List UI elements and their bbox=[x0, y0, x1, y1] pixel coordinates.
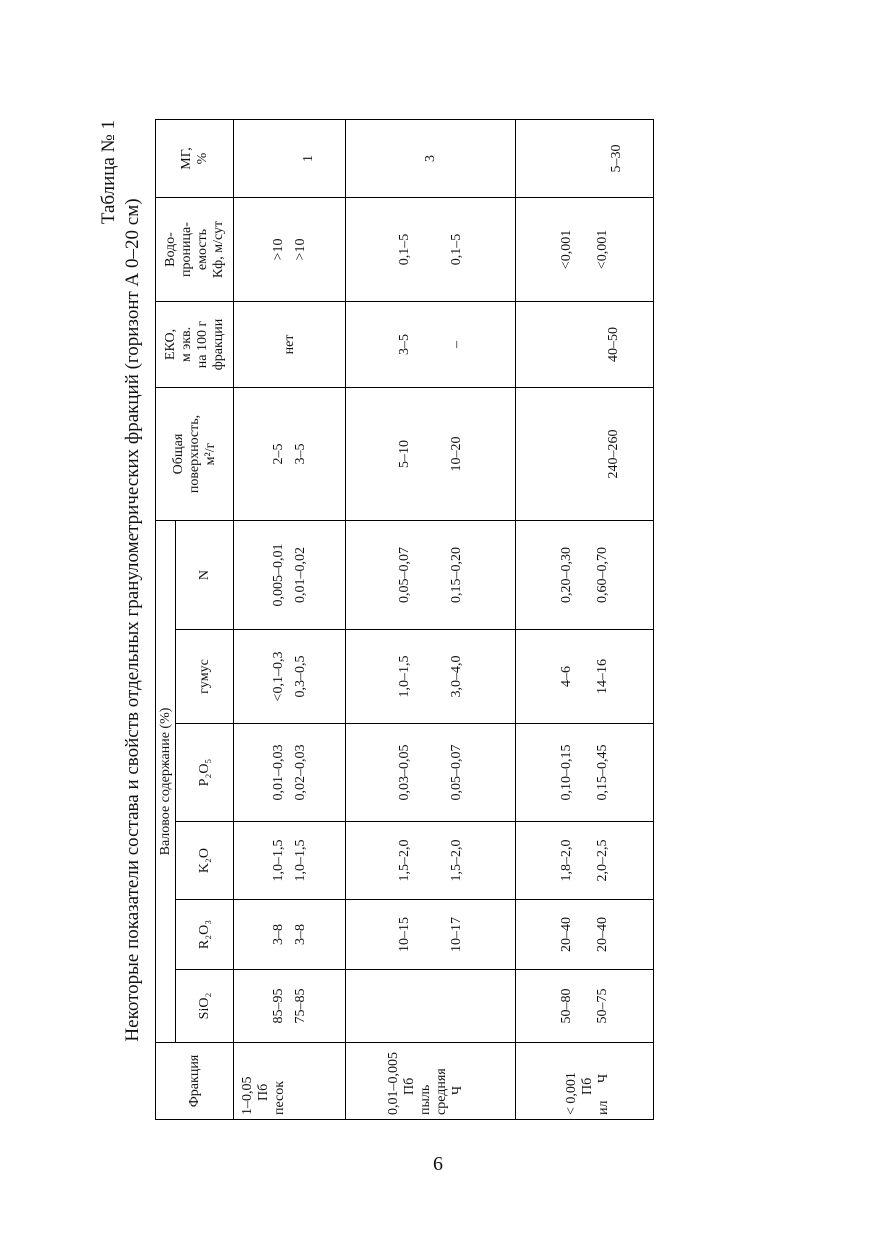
header-mg: МГ, % bbox=[156, 120, 234, 198]
header-p2o5: P₂O₅ bbox=[176, 724, 234, 822]
header-surface: Общая поверхность, м²/г bbox=[156, 388, 234, 521]
header-k2o: K₂O bbox=[176, 822, 234, 900]
table-row-clay: < 0,001 Пб ил Ч 50–80 50–75 20–40 20–40 1,8–2,0 2,0–2,5 0,10–0,15 0,15–0,45 4–6 14–16 0,20–0,30 0,60–0,70 240–260 40–50 <0,001 <0,001 5–30 bbox=[516, 120, 654, 1120]
table-number: Таблица № 1 bbox=[98, 120, 119, 225]
header-permeability: Водо- проница- емость Кф, м/сут bbox=[156, 198, 234, 302]
header-humus: гумус bbox=[176, 630, 234, 724]
header-r2o3: R₂O₃ bbox=[176, 900, 234, 970]
fraction-cell-sand: 1–0,05 Пб песок bbox=[234, 1043, 346, 1120]
header-fraction: Фракция bbox=[156, 1043, 234, 1120]
header-n: N bbox=[176, 521, 234, 630]
fraction-cell-silt: 0,01–0,005 Пб пыль средняя Ч bbox=[346, 1043, 516, 1120]
page-number: 6 bbox=[433, 1153, 443, 1175]
rotated-page-content bbox=[98, 120, 658, 1120]
table-title: Некоторые показатели состава и свойств отдельных гранулометрических фракций (горизонт А 0–20 см) bbox=[122, 198, 143, 1042]
header-gross-content: Валовое содержание (%) bbox=[156, 521, 176, 1043]
header-sio2: SiO₂ bbox=[176, 970, 234, 1043]
header-eko: ЕКО, м экв. на 100 г фракции bbox=[156, 302, 234, 388]
table-row-silt: 0,01–0,005 Пб пыль средняя Ч 10–15 10–17 1,5–2,0 1,5–2,0 0,03–0,05 0,05–0,07 1,0–1,5 3,0–4,0 0,05–0,07 0,15–0,20 5–10 10–20 3–5 – 0,1–5 0,1–5 3 bbox=[346, 120, 516, 1120]
table-row-sand: 1–0,05 Пб песок 85–95 75–85 3–8 3–8 1,0–1,5 1,0–1,5 0,01–0,03 0,02–0,03 <0,1–0,3 0,3–0,5 0,005–0,01 0,01–0,02 2–5 3–5 нет >10 >10 1 bbox=[234, 120, 346, 1120]
fraction-cell-clay: < 0,001 Пб ил Ч bbox=[516, 1043, 654, 1120]
data-table bbox=[155, 119, 654, 1120]
